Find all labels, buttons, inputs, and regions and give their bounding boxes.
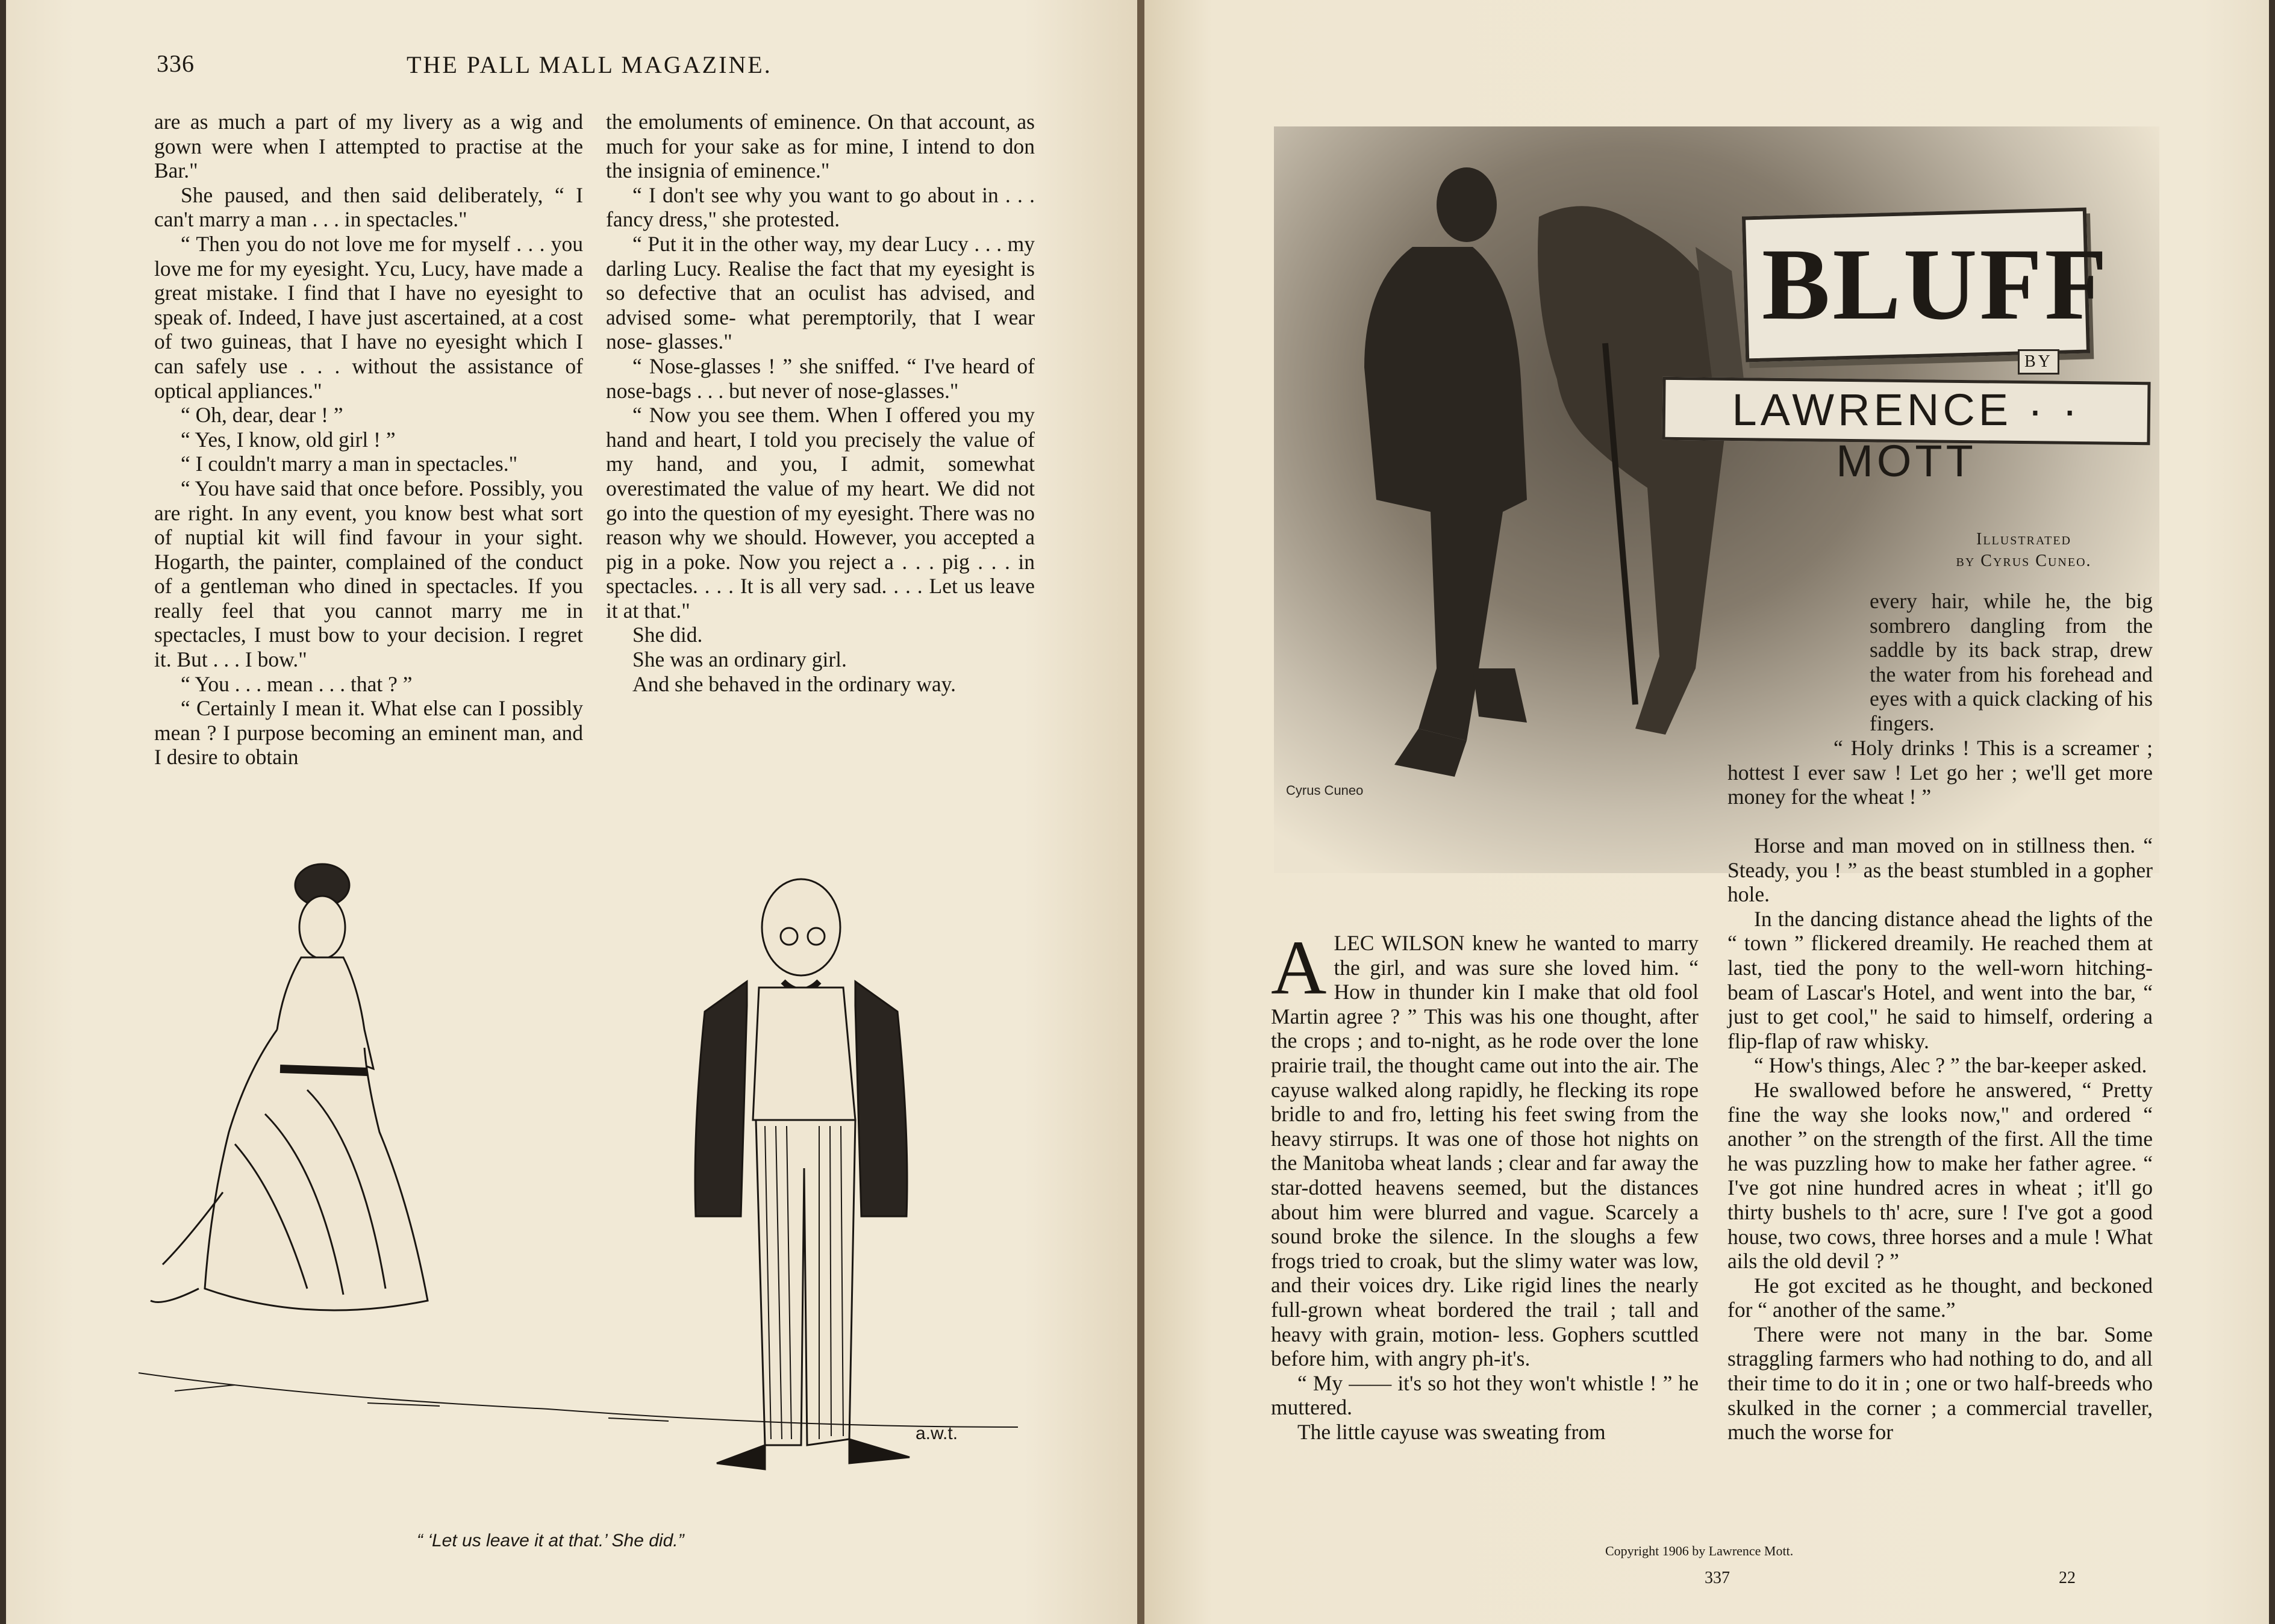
paragraph: She was an ordinary girl. — [632, 647, 847, 672]
paragraph: every hair, while he, the big sombrero dangling from the saddle by its back strap, drew the water from his forehead and eyes with a quick clacking of his fingers. — [1870, 589, 2153, 735]
paragraph: “ Put it in the other way, my dear Lucy . . . my darling Lucy. Realise the fact that my eyesight is so defective that an oculist has advised, and advised some- what peremptorily, that I wear nose- glasses." — [606, 231, 1035, 354]
right-column-2-holy — [1727, 736, 2153, 809]
paragraph: “ You have said that once before. Possibly, you are right. In any event, you know best what sort of nuptial kit will find favour in your sight. Hogarth, the painter, complained of the conduct of a gentleman who dined in spectacles. If you really feel that you cannot marry me in spectacles, I must bow to your decision. I regret it. But . . . I bow." — [154, 476, 583, 672]
paragraph: “ Yes, I know, old girl ! ” — [181, 427, 396, 452]
paragraph — [1271, 925, 1699, 1371]
drop-cap: A — [1271, 925, 1327, 1010]
man-figure — [695, 879, 910, 1469]
paragraph: “ Now you see them. When I offered you my hand and heart, I told you precisely the value of my hand, and you, I admit, somewhat overestimated the value of my heart. We did not go into the question of my eyesight. There was no reason why we should. However, you accepted a pig in a poke. Now you reject a . . . pig . . . in spectacles. . . . It is all very sad. . . . Let us leave it at that." — [606, 403, 1035, 623]
illustration-credit — [1909, 529, 2138, 572]
paragraph: She paused, and then said deliberately, “ I can't marry a man . . . in spectacles." — [154, 182, 583, 232]
left-page — [6, 0, 1137, 1624]
illustrator-signature: Cyrus Cuneo — [1286, 783, 1364, 798]
paragraph: the emoluments of eminence. On that account, as much for your sake as for mine, I intend to don the insignia of eminence." — [606, 110, 1035, 183]
pen-illustration — [126, 831, 1030, 1529]
paragraph: “ I don't see why you want to go about in . . . fancy dress," she protested. — [606, 182, 1035, 232]
paragraph: She did. — [632, 623, 703, 647]
woman-figure — [151, 864, 428, 1310]
illustrated-label: Illustrated — [1976, 530, 2071, 549]
running-head: THE PALL MALL MAGAZINE. — [407, 51, 772, 78]
paragraph: “ Certainly I mean it. What else can I possibly mean ? I purpose becoming an eminent man, and I desire to obtain — [154, 696, 583, 770]
left-column-1 — [154, 110, 583, 770]
paragraph: The little cayuse was sweating from — [1297, 1419, 1606, 1444]
paragraph: There were not many in the bar. Some straggling farmers who had nothing to do, and all their time to do it in ; one or two half-breeds who skulked in the corner ; a commercial traveller, much the worse for — [1727, 1322, 2153, 1445]
page-number: 337 — [1705, 1569, 1730, 1587]
signature-mark: 22 — [2059, 1569, 2076, 1587]
paragraph: “ My —— it's so hot they won't whistle ! ” he muttered. — [1271, 1370, 1699, 1420]
copyright-notice: Copyright 1906 by Lawrence Mott. — [1605, 1543, 1794, 1558]
right-column-2-top — [1870, 589, 2153, 736]
artist-initials: a.w.t. — [916, 1423, 958, 1443]
right-column-2 — [1727, 833, 2153, 1445]
paragraph: “ Nose-glasses ! ” she sniffed. “ I've heard of nose-bags . . . but never of nose-glasses." — [606, 353, 1035, 403]
paragraph: “ Oh, dear, dear ! ” — [181, 403, 343, 428]
paragraph: In the dancing distance ahead the lights of the “ town ” flickered dreamily. He reached them at last, tied the pony to the well-worn hitching-beam of Lascar's Hotel, and went into the bar, “ just to get cool," he said to himself, ordering a flip-flap of raw whisky. — [1727, 906, 2153, 1053]
article-title: BLUFF — [1762, 228, 2110, 341]
author-name: LAWRENCE · · MOTT — [1732, 385, 2081, 486]
paragraph: are as much a part of my livery as a wig and gown were when I attempted to practise at the Bar." — [154, 110, 583, 183]
paragraph: “ Then you do not love me for myself . . . you love me for my eyesight. Ycu, Lucy, have made a great mistake. I find that I have no eyesight to speak of. Indeed, I have just ascertained, at a cost of two guineas, that I have no eyesight which I can safely use . . . without the assistance of optical appliances." — [154, 231, 583, 403]
page-number: 336 — [157, 50, 195, 77]
paragraph: “ Holy drinks ! This is a screamer ; hottest I ever saw ! Let go her ; we'll get more money for the wheat ! ” — [1727, 736, 2153, 809]
by-tag: BY — [2018, 349, 2059, 375]
paragraph: He got excited as he thought, and beckoned for “ another of the same.” — [1727, 1273, 2153, 1322]
opening-text: LEC WILSON knew he wanted to marry the girl, and was sure she loved him. “ How in thunder kin I make that old fool Martin agree ? ” This was his one thought, after the crops ; and to-night, as he rode over the lone prairie trail, the thought came out into the air. The cayuse walked along rapidly, he flecking its rope bridle to and fro, letting his feet swing from the heavy stirrups. It was one of those hot nights on the Manitoba wheat lands ; clear and far away the star-dotted heavens seemed, but the distances about him were blurred and vague. Scarcely a sound broke the silence. In the sloughs a few frogs tried to croak, but the slimy water was low, and their voices dry. Like rigid lines the nearly full-grown wheat bordered the trail ; tall and heavy with grain, motion- less. Gophers scuttled before him, with angry ph-it's. — [1271, 931, 1699, 1371]
illustrator-name: by Cyrus Cuneo. — [1956, 552, 2092, 570]
gutter — [1137, 0, 1144, 1624]
paragraph: Horse and man moved on in stillness then. “ Steady, you ! ” as the beast stumbled in a gopher hole. — [1727, 833, 2153, 907]
figure-caption: “ ‘Let us leave it at that.’ She did.” — [417, 1531, 684, 1551]
paragraph: “ I couldn't marry a man in spectacles." — [181, 452, 518, 476]
left-column-2 — [606, 110, 1035, 696]
paragraph: He swallowed before he answered, “ Pretty fine the way she looks now," and ordered “ another ” on the strength of the first. All the time he was puzzling how to make her father agree. “ I've got nine hundred acres in wheat ; it'll go thirty bushels to th' acre, sure ! I've got a good house, two cows, three horses and a mule ! What ails the old devil ? ” — [1727, 1077, 2153, 1274]
paragraph: “ How's things, Alec ? ” the bar-keeper asked. — [1754, 1053, 2147, 1078]
paragraph: And she behaved in the ordinary way. — [632, 671, 956, 696]
paragraph: “ You . . . mean . . . that ? ” — [181, 671, 413, 696]
right-column-1 — [1271, 925, 1699, 1444]
